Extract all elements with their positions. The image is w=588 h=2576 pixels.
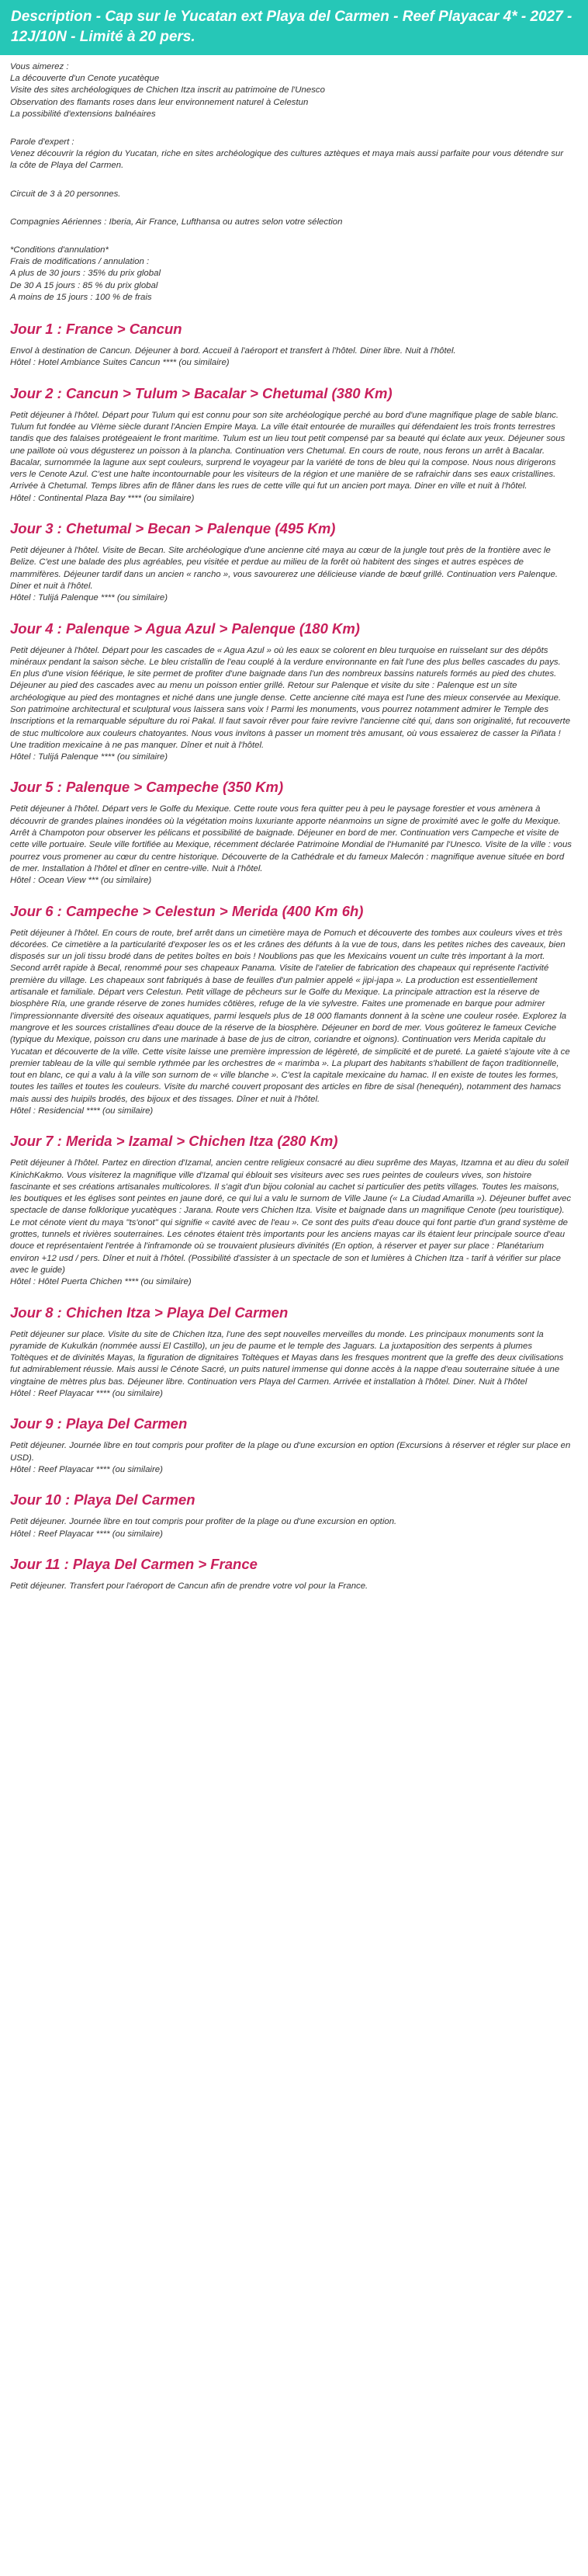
annulation-line: De 30 A 15 jours : 85 % du prix global <box>10 280 158 290</box>
itinerary <box>10 320 572 1592</box>
day-description: Petit déjeuner à l'hôtel. Partez en direction d'Izamal, ancien centre religieux consacré au dieu suprême des Mayas, Itzamna et au dieu du soleil KinichKakmo. Vous visiterez la magnifique ville d'Izamal qui éblouit ses visiteurs avec ses rues peintes de couleurs vives, son histoire fascinante et ses créations artisanales multicolores. Il s'agit d'un bijou colonial au cachet si particulier des petits villages. Toutes les maisons, les boutiques et les églises sont peintes en jaune doré, ce qui lui a valu le surnom de Ville Jaune (« La Ciudad Amarilla »). Déjeuner buffet avec spectacle de danse folklorique yucatèques : Jarana. Route vers Chichen Itza. Visite et baignade dans un magnifique Cenote (peu touristique). Le mot cénote vient du maya "ts'onot" qui signifie « cavité avec de l'eau ». Ce sont des puits d'eau douce qui font partie d'un grand système de grottes, tunnels et rivières souterraines. Les cénotes étaient très importants pour les anciens mayas car ils étaient leur principale source d'eau douce et représentaient l'entrée à l'inframonde où se trouvaient plusieurs divinités (En option, à réserver et payer sur place : Planétarium environ +12 usd / pers. Dîner et nuit à l'hôtel. (Possibilité d'assister à un spectacle de son et lumières à Chichen Itza - tarif à vérifier sur place avec le guide) <box>10 1158 572 1275</box>
day-hotel: Hôtel : Hotel Ambiance Suites Cancun **** (ou similaire) <box>10 358 230 368</box>
day-section <box>10 778 572 887</box>
day-description: Petit déjeuner à l'hôtel. En cours de route, bref arrêt dans un cimetière maya de Pomuch et découverte des tombes aux couleurs vives et très décorées. Ce cimetière a la particularité d'exposer les os et les crânes des défunts à la vue de tous, dans les petites niches des caveaux, bien disposés sur un joli tissu brodé dans de petites boîtes en bois ! Noublions pas que les Mexicains vouent un culte très important à la mort. Second arrêt rapide à Becal, renommé pour ses chapeaux Panama. Visite de l'atelier de fabrication des chapeaux qui représente l'activité première du village. Les chapeaux sont fabriqués à base de feuilles d'un palmier appelé « jipi-japa ». La production est essentiellement artisanale et familiale. Départ vers Celestun. Petit village de pêcheurs sur le Golfe du Mexique. La principale attraction est la réserve de biosphère Ría, une grande réserve de zones humides côtières, refuge de la vie sylvestre. Faites une promenade en barque pour admirer l'impressionnante diversité des oiseaux aquatiques, parmi lesquels plus de 18 000 flamants donnent à la scène une couleur rosée. Explorez la mangrove et les sources cristallines d'eau douce de la réserve de la biosphère. Déjeuner en bord de mer. Vous goûterez le fameux Ceviche (typique du Mexique, poisson cru dans une marinade à base de jus de citron, coriandre et oignons). Continuation vers Merida capitale du Yucatan et découverte de la ville. Cette visite laisse une première impression de légèreté, de simplicité et de pureté. La gaieté s'ajoute vite à ce premier tableau de la ville qui semble rythmée par les orchestres de « marimba ». La plupart des habitants s'habillent de façon traditionnelle, tout en blanc, ce qui a valu à la ville son surnom de « ville blanche ». C'est la capitale mexicaine du hamac. Il en existe de toutes les formes, toutes les tailles et toutes les couleurs. Visite du marché couvert proposant des articles en fibre de sisal (henequén), notamment des hamacs mais aussi des huipils brodés, des bijoux et des tissages. Dîner et nuit à l'hôtel. <box>10 928 570 1104</box>
day-description: Petit déjeuner sur place. Visite du site de Chichen Itza, l'une des sept nouvelles merveilles du monde. Les principaux monuments sont la pyramide de Kukulkán (nommée aussi El Castillo), un jeu de paume et le temple des Jaguars. La juxtaposition des serpents à plumes Toltèques et de divinités Mayas, la figuration de dignitaires Toltèques et Mayas dans les fresques montrent que la greffe des deux civilisations fut admirablement réussie. Mais aussi le Cénote Sacré, un puits naturel immense qui donne accès à la nappe d'eau souterraine située à une vingtaine de mètres plus bas. Déjeuner libre. Continuation vers Playa del Carmen. Arrivée et installation à l'hôtel. Diner. Nuit à l'hôtel <box>10 1329 564 1387</box>
annulation-line: Frais de modifications / annulation : <box>10 257 150 267</box>
day-hotel: Hôtel : Hôtel Puerta Chichen **** (ou similaire) <box>10 1277 192 1287</box>
parole-expert-block <box>10 137 572 172</box>
parole-expert-heading: Parole d'expert : <box>10 137 74 148</box>
intro-section <box>10 61 572 304</box>
compagnies-text: Compagnies Aériennes : Iberia, Air France, Lufthansa ou autres selon votre sélection <box>10 217 343 227</box>
day-title: Jour 8 : Chichen Itza > Playa Del Carmen <box>10 1304 289 1321</box>
day-description: Petit déjeuner. Transfert pour l'aéroport de Cancun afin de prendre votre vol pour la France. <box>10 1581 368 1591</box>
compagnies-block <box>10 217 572 228</box>
day-description: Petit déjeuner à l'hôtel. Départ pour les cascades de « Agua Azul » où les eaux se colorent en bleu turquoise en ruisselant sur des dépôts minéraux pendant la saison sèche. Le bleu cristallin de l'eau couplé à la verdure environnante en fait l'une des plus belles cascades du pays. En plus d'une vision féérique, le site permet de profiter d'une baignade dans l'un des nombreux bassins naturels formés au pied des chutes. Déjeuner au pied des cascades avec au menu un poisson entier grillé. Retour sur Palenque et visite du site : Palenque est un site archéologique au pied des montagnes et niché dans une jungle dense. Cette ancienne cité maya est l'une des mieux conservée au Mexique. Son patrimoine architectural et sculptural vous laissera sans voix ! Parmi les monuments, vous pourrez notamment admirer le Temple des Inscriptions et la remarquable sépulture du roi Pakal. Il faut savoir rêver pour faire revivre l'ancienne cité qui, dans son originalité, fut recouverte de stuc multicolore aux couleurs chatoyantes. Nous vous invitons à passer un moment très amusant, où vous essaierez de casser la Piñata ! Une tradition mexicaine à ne pas manquer. Dîner et nuit à l'hôtel. <box>10 645 571 750</box>
vous-aimerez-block <box>10 61 572 120</box>
day-description: Petit déjeuner à l'hôtel. Départ vers le Golfe du Mexique. Cette route vous fera quitter peu à peu le paysage forestier et vous amènera à découvrir de grandes plaines inondées où la végétation moins luxuriante apporte néanmoins un signe de proximité avec le golfe du Mexique. Arrêt à Champoton pour observer les pélicans et possibilité de baignade. Déjeuner en bord de mer. Continuation vers Campeche et visite de cette ville portuaire. Seule ville fortifiée au Mexique, récemment déclarée Patrimoine Mondial de l'Humanité par l'Unesco. Visite de la ville : vous pourrez vous promener au cœur du centre historique. Découverte de la Cathédrale et du fameux Malecón : magnifique avenue située en bord de mer. Installation à l'hôtel et dîner en centre-ville. Nuit à l'hôtel. <box>10 804 572 873</box>
day-hotel: Hôtel : Reef Playacar **** (ou similaire) <box>10 1464 163 1474</box>
day-hotel: Hôtel : Reef Playacar **** (ou similaire) <box>10 1389 163 1399</box>
annulation-heading: *Conditions d'annulation* <box>10 245 109 255</box>
parole-expert-text: Venez découvrir la région du Yucatan, riche en sites archéologique des cultures aztèques et maya mais aussi parfaite pour vous détendre sur la côte de Playa del Carmen. <box>10 149 564 171</box>
annulation-line: A plus de 30 jours : 35% du prix global <box>10 269 161 279</box>
vous-aimerez-item: Visite des sites archéologiques de Chichen Itza inscrit au patrimoine de l'Unesco <box>10 85 325 95</box>
day-title: Jour 10 : Playa Del Carmen <box>10 1491 195 1508</box>
day-description: Petit déjeuner à l'hôtel. Départ pour Tulum qui est connu pour son site archéologique perché au bord d'une magnifique plage de sable blanc. Tulum fut fondée au VIème siècle durant l'Ancien Empire Maya. La ville était entourée de murailles qui défendaient les trois fronts terrestres tandis que des falaises protégeaient le front maritime. Tulum est un lieu tout petit compensé par sa beauté qui éclate aux yeux. Déjeuner sous une paillote où vous dégusterez un poisson à la plancha. Continuation vers Chetumal. En cours de route, nous ferons un arrêt à Bacalar. Bacalar, surnommée la lagune aux sept couleurs, surprend le voyageur par la variété de tons de bleu qui la compose. Nous nous dirigerons vers le Cenote Azul. C'est une halte incontournable pour les visiteurs de la région et une manière de se rafraichir dans ses eaux cristallines. Arrivée à Chetumal. Temps libres afin de flâner dans les rues de cette ville qui fut un ancien port maya. Diner en ville et nuit à l'hôtel. <box>10 410 566 491</box>
day-title: Jour 7 : Merida > Izamal > Chichen Itza (280 Km) <box>10 1133 338 1150</box>
day-hotel: Hôtel : Ocean View *** (ou similaire) <box>10 876 152 886</box>
day-description: Petit déjeuner. Journée libre en tout compris pour profiter de la plage ou d'une excursion en option. <box>10 1517 397 1527</box>
day-section <box>10 1132 572 1288</box>
vous-aimerez-heading: Vous aimerez : <box>10 62 69 71</box>
day-hotel: Hôtel : Tulijá Palenque **** (ou similaire) <box>10 593 168 603</box>
vous-aimerez-item: Observation des flamants roses dans leur environnement naturel à Celestun <box>10 97 309 107</box>
day-title: Jour 6 : Campeche > Celestun > Merida (400 Km 6h) <box>10 902 364 919</box>
day-description: Petit déjeuner à l'hôtel. Visite de Becan. Site archéologique d'une ancienne cité maya au cœur de la jungle tout près de la frontière avec le Belize. C'est une balade des plus agréables, peu visitée et perdue au milieu de la forêt où habitent des singes et autres espèces de mammifères. Déjeuner tardif dans un ancien « rancho », vous savourerez une délicieuse viande de bœuf grillé. Continuation vers Palenque. Diner et nuit à l'hôtel. <box>10 546 558 591</box>
annulation-line: A moins de 15 jours : 100 % de frais <box>10 292 152 302</box>
annulation-block <box>10 245 572 304</box>
content <box>0 55 588 1592</box>
day-title: Jour 5 : Palenque > Campeche (350 Km) <box>10 779 284 796</box>
day-description: Envol à destination de Cancun. Déjeuner à bord. Accueil à l'aéroport et transfert à l'hôtel. Diner libre. Nuit à l'hôtel. <box>10 346 456 356</box>
day-section <box>10 519 572 604</box>
day-hotel: Hôtel : Tulijá Palenque **** (ou similaire) <box>10 752 168 762</box>
day-section <box>10 1415 572 1476</box>
day-section <box>10 384 572 505</box>
vous-aimerez-item: La possibilité d'extensions balnéaires <box>10 109 156 119</box>
day-title: Jour 3 : Chetumal > Becan > Palenque (495 Km) <box>10 520 336 537</box>
day-section <box>10 620 572 764</box>
day-description: Petit déjeuner. Journée libre en tout compris pour profiter de la plage ou d'une excursion en option (Excursions à réserver et régler sur place en USD). <box>10 1441 571 1463</box>
circuit-text: Circuit de 3 à 20 personnes. <box>10 189 121 199</box>
vous-aimerez-item: La découverte d'un Cenote yucatèque <box>10 74 160 84</box>
day-hotel: Hôtel : Continental Plaza Bay **** (ou similaire) <box>10 493 195 503</box>
day-title: Jour 2 : Cancun > Tulum > Bacalar > Chetumal (380 Km) <box>10 384 393 401</box>
day-hotel: Hôtel : Residencial **** (ou similaire) <box>10 1106 154 1116</box>
day-section <box>10 320 572 370</box>
day-title: Jour 1 : France > Cancun <box>10 321 182 338</box>
day-title: Jour 4 : Palenque > Agua Azul > Palenque (180 Km) <box>10 620 360 637</box>
day-title: Jour 11 : Playa Del Carmen > France <box>10 1555 258 1572</box>
day-section <box>10 1304 572 1401</box>
page-title: Description - Cap sur le Yucatan ext Playa del Carmen - Reef Playacar 4* - 2027 - 12J/10N - Limité à 20 pers. <box>0 0 588 55</box>
day-title: Jour 9 : Playa Del Carmen <box>10 1415 188 1432</box>
circuit-block <box>10 189 572 200</box>
day-section <box>10 902 572 1118</box>
day-section <box>10 1555 572 1592</box>
day-hotel: Hôtel : Reef Playacar **** (ou similaire) <box>10 1529 163 1539</box>
day-section <box>10 1491 572 1540</box>
